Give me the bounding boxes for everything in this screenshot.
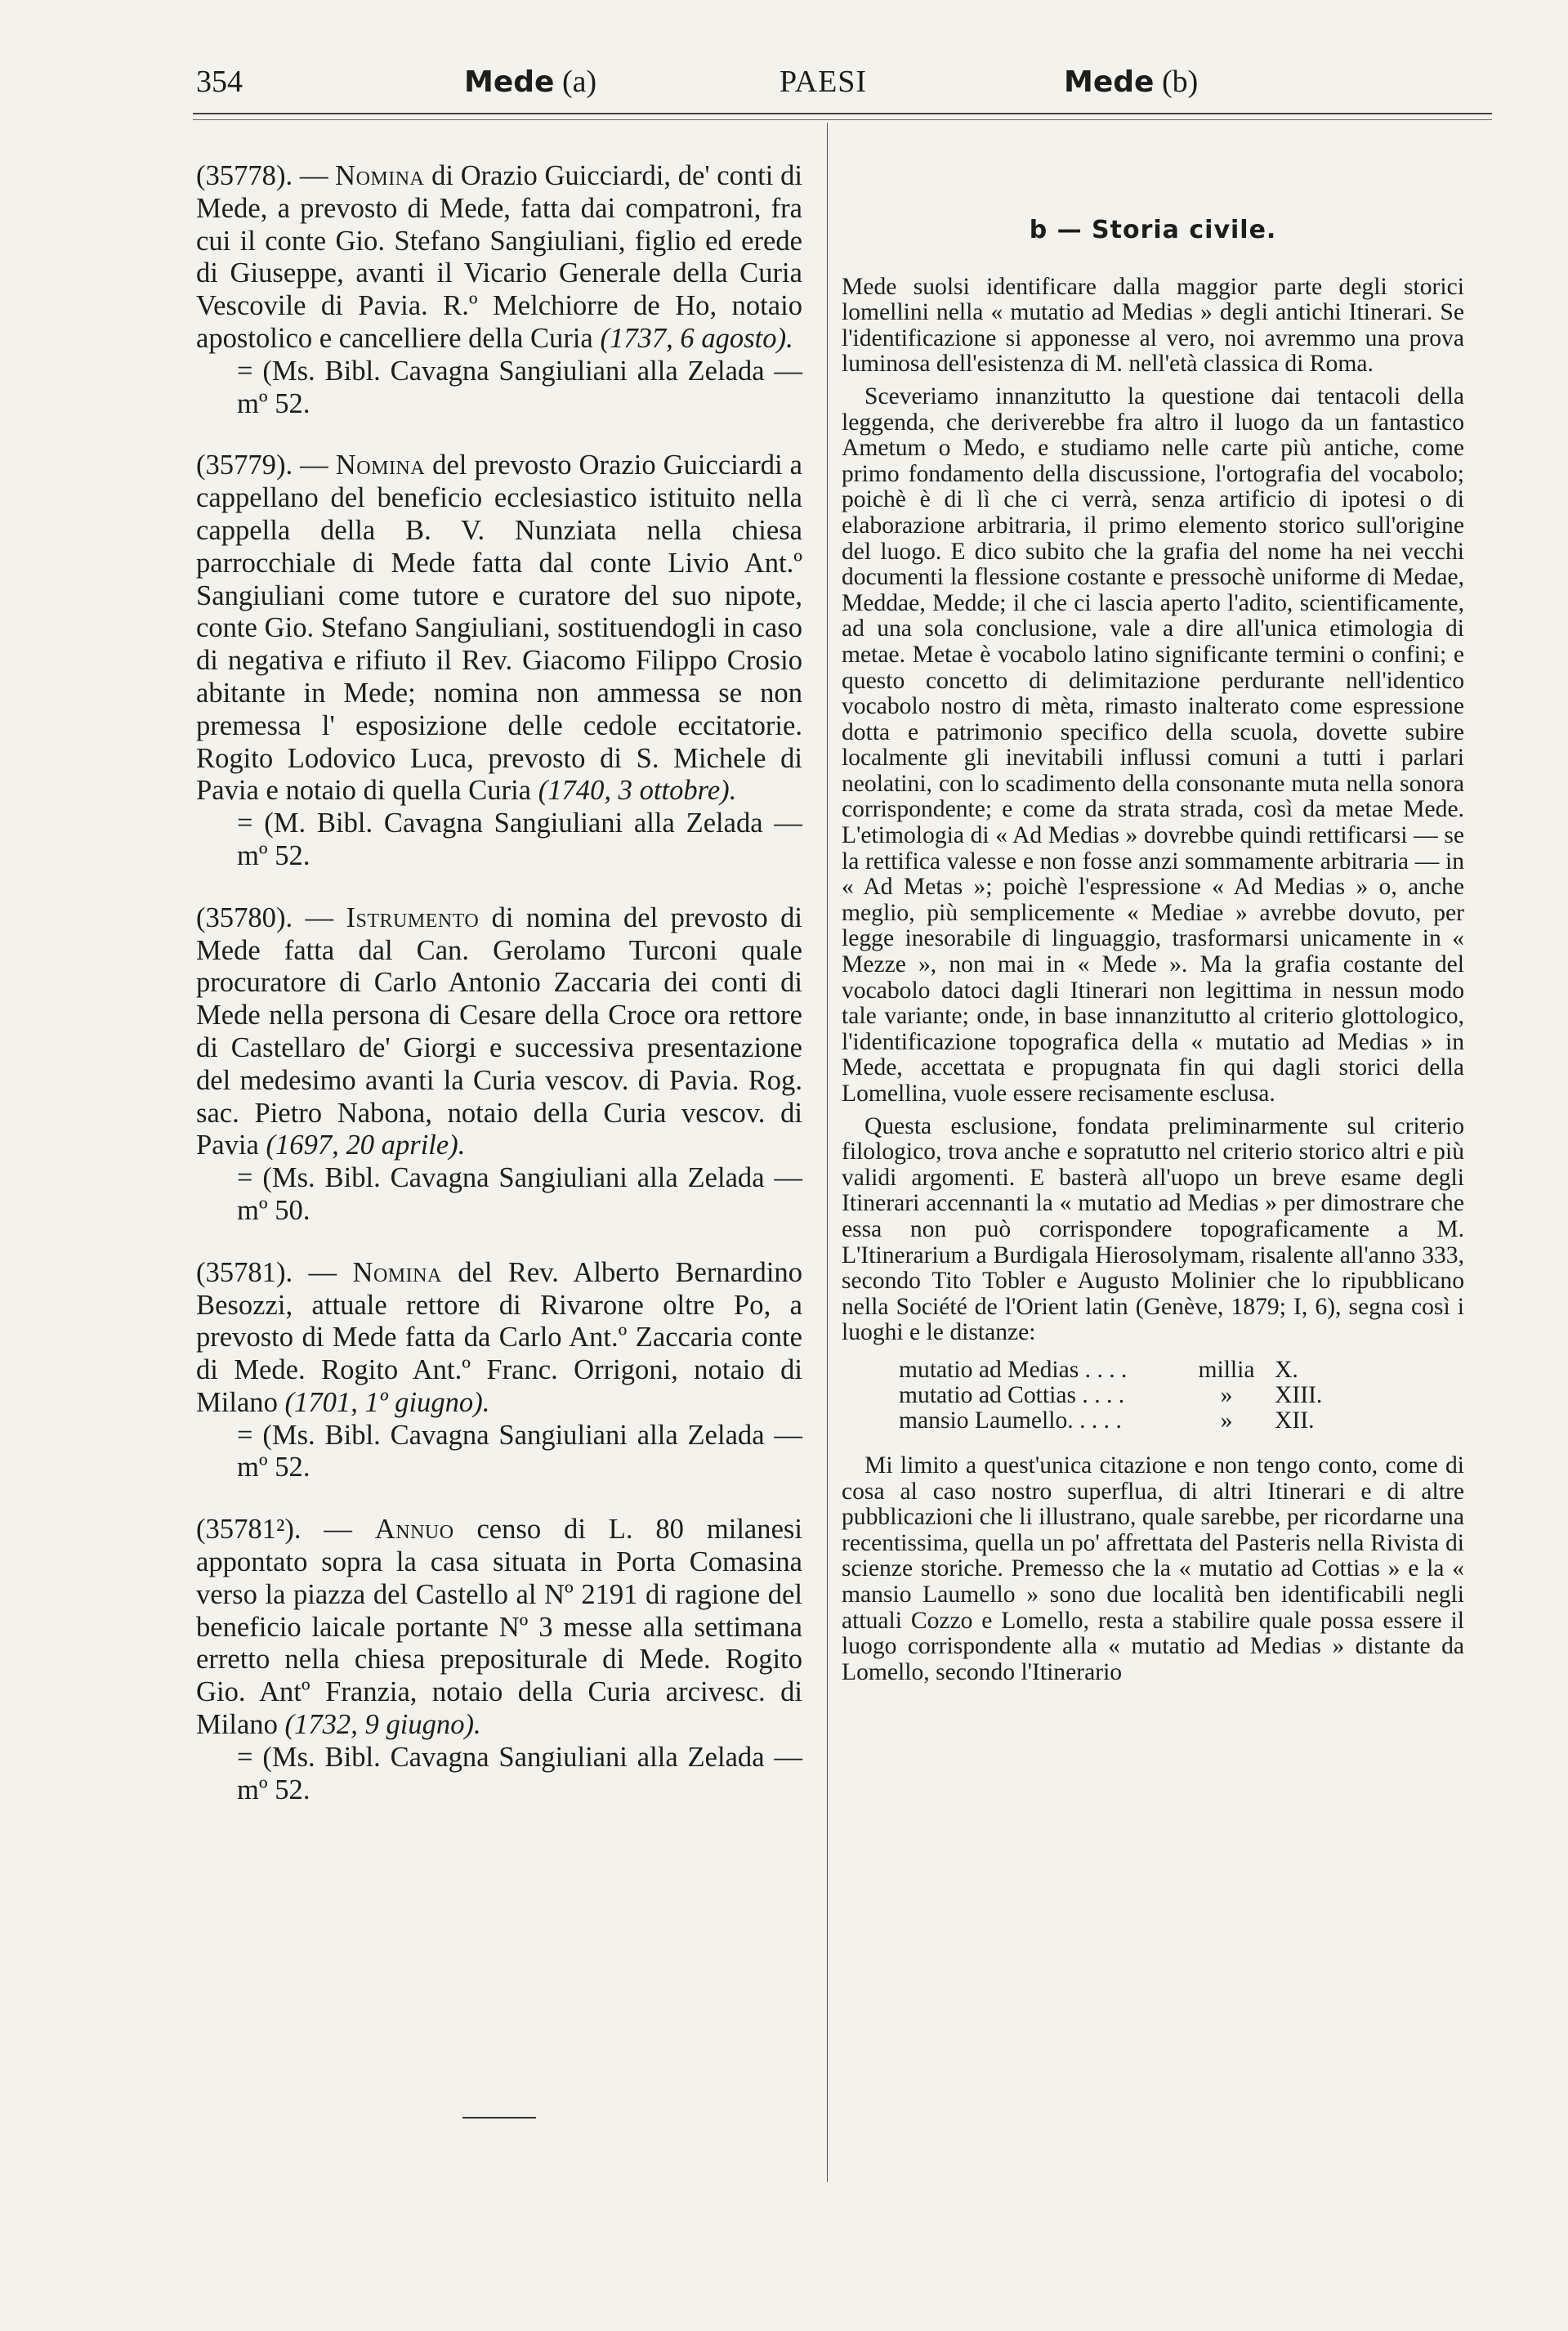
entry-text: di Orazio Guicciardi, de' conti di Mede, a prevosto di Mede, fatta dai compatroni, fra cui il conte Gio. Stefano Sangiuliani, figlio ed erede di Giuseppe, avanti il Vicario Generale della Curia Vescovile di Pavia. R.º Melchiorre de Ho, notaio apostolico e cancelliere della Curia <box>196 160 803 354</box>
distance-unit: » <box>1220 1381 1233 1408</box>
header-right-title <box>1064 57 1198 107</box>
distance-place: mutatio ad Medias . . . . <box>899 1357 1128 1383</box>
entry-date: (1737, 6 agosto). <box>600 322 793 354</box>
catalog-entry <box>196 450 802 872</box>
entry-number: (35781²). <box>196 1514 302 1546</box>
entry-keyword: Annuo <box>374 1514 454 1546</box>
entry-number: (35781). <box>196 1256 293 1288</box>
entry-number: (35779). <box>196 450 293 481</box>
entry-body: (35779). — Nomina del prevosto Orazio Guicciardi a cappellano del beneficio ecclesiastico istituito nella cappella della B. V. Nunziata nella chiesa parrocchiale di Mede fatta dal conte Livio Ant.º Sangiuliani come tutore e curatore del suo nipote, conte Gio. Stefano Sangiuliani, sostituendogli in caso di negativa e rifiuto il Rev. Giacomo Filippo Crosio abitante in Mede; nomina non ammessa se non premessa l' esposizione delle cedole eccitatorie. Rogito Lodovico Luca, prevosto di S. Michele di Pavia e notaio di quella Curia (1740, 3 ottobre). <box>196 450 802 807</box>
entry-text: censo di L. 80 milanesi appontato sopra la casa situata in Porta Comasina verso la piazza del Castello al Nº 2191 di ragione del beneficio laicale portante Nº 3 messe alla settimana erretto nella chiesa prepositurale di Mede. Rogito Gio. Antº Franzia, notaio della Curia arcivesc. di Milano <box>196 1514 802 1741</box>
entry-body: (35781). — Nomina del Rev. Alberto Bernardino Besozzi, attuale rettore di Rivarone oltre Po, a prevosto di Mede fatta da Carlo Ant.º Zaccaria conte di Mede. Rogito Ant.º Franc. Orrigoni, notaio di Milano (1701, 1º giugno). <box>196 1256 803 1418</box>
column-divider <box>827 123 828 2182</box>
entry-body: (35781²). — Annuo censo di L. 80 milanesi appontato sopra la casa situata in Porta Comasina verso la piazza del Castello al Nº 2191 di ragione del beneficio laicale portante Nº 3 messe alla settimana erretto nella chiesa prepositurale di Mede. Rogito Gio. Antº Franzia, notaio della Curia arcivesc. di Milano (1732, 9 giugno). <box>196 1514 802 1741</box>
entry-source: = (Ms. Bibl. Cavagna Sangiuliani alla Zelada — mº 52. <box>237 1741 802 1805</box>
catalog-entry <box>196 902 802 1228</box>
entry-number: (35778). <box>196 160 293 191</box>
header-left-title <box>464 57 596 107</box>
header-rule-thin <box>193 119 1492 120</box>
header-rule-thick <box>193 113 1492 114</box>
right-column <box>842 217 1464 1692</box>
entry-date: (1740, 3 ottobre). <box>538 775 737 807</box>
entry-source: = (Ms. Bibl. Cavagna Sangiuliani alla Zelada — mº 52. <box>237 1419 802 1483</box>
entry-number: (35780). <box>196 902 293 933</box>
paragraph: Mi limito a quest'unica citazione e non tengo conto, come di cosa al caso nostro superflua, di altri Itinerari e di altre pubblicazioni che li illustrano, quale sarebbe, per ricordarne una recentissima, quella un po' affrettata del Pasteris nella Rivista di scienze storiche. Premesso che la « mutatio ad Cottias » e la « mansio Laumello » sono due località ben identificabili negli attuali Cozzo e Lomello, resta a stabilire quale possa essere il luogo corrispondente alla « mutatio ad Medias » distante da Lomello, secondo l'Itinerario <box>842 1452 1464 1685</box>
catalog-entry <box>196 160 802 420</box>
entry-date: (1701, 1º giugno). <box>284 1386 490 1418</box>
paragraph: Questa esclusione, fondata preliminarmente sul criterio filologico, trova anche e sopratutto nel criterio storico altri e più validi argomenti. E basterà all'uopo un breve esame degli Itinerari accennanti la « mutatio ad Medias » per dimostrare che essa non può corrispondere topograficamente a M. L'Itinerarium a Burdigala Hierosolymam, risalente all'anno 333, secondo Tito Tobler e Augusto Molinier che lo ripubblicano nella Société de l'Orient latin (Genève, 1879; I, 6), segna così i luoghi e le distanze: <box>842 1112 1464 1346</box>
entry-date: (1732, 9 giugno). <box>284 1709 481 1741</box>
entry-body: (35778). — Nomina di Orazio Guicciardi, de' conti di Mede, a prevosto di Mede, fatta dai compatroni, fra cui il conte Gio. Stefano Sangiuliani, figlio ed erede di Giuseppe, avanti il Vicario Generale della Curia Vescovile di Pavia. R.º Melchiorre de Ho, notaio apostolico e cancelliere della Curia (1737, 6 agosto). <box>196 160 803 354</box>
left-column <box>196 160 802 1836</box>
catalog-entry <box>196 1514 802 1806</box>
header-left-name: Mede <box>464 65 555 99</box>
distance-value: X. <box>1275 1356 1298 1383</box>
catalog-entry <box>196 1257 802 1485</box>
entry-date: (1697, 20 aprile). <box>266 1130 466 1161</box>
entry-text: di nomina del prevosto di Mede fatta dal Can. Gerolamo Turconi quale procuratore di Carlo Antonio Zaccaria dei conti di Mede nella persona di Cesare della Croce ora rettore di Castellaro de' Giorgi e successiva presentazione del medesimo avanti la Curia vescov. di Pavia. Rog. sac. Pietro Nabona, notaio della Curia vescov. di Pavia <box>196 902 802 1161</box>
distance-row <box>899 1383 1464 1408</box>
distance-place: mansio Laumello. . . . . <box>899 1407 1122 1434</box>
section-title: b — Storia civile. <box>1029 216 1277 244</box>
running-header <box>196 57 1438 106</box>
entry-body: (35780). — Istrumento di nomina del prevosto di Mede fatta dal Can. Gerolamo Turconi quale procuratore di Carlo Antonio Zaccaria dei conti di Mede nella persona di Cesare della Croce ora rettore di Castellaro de' Giorgi e successiva presentazione del medesimo avanti la Curia vescov. di Pavia. Rog. sac. Pietro Nabona, notaio della Curia vescov. di Pavia (1697, 20 aprile). <box>196 902 802 1161</box>
entry-text: del prevosto Orazio Guicciardi a cappellano del beneficio ecclesiastico istituito nella cappella della B. V. Nunziata nella chiesa parrocchiale di Mede fatta dal conte Livio Ant.º Sangiuliani come tutore e curatore del suo nipote, conte Gio. Stefano Sangiuliani, sostituendogli in caso di negativa e rifiuto il Rev. Giacomo Filippo Crosio abitante in Mede; nomina non ammessa se non premessa l' esposizione delle cedole eccitatorie. Rogito Lodovico Luca, prevosto di S. Michele di Pavia e notaio di quella Curia <box>196 450 802 807</box>
distance-place: mutatio ad Cottias . . . . <box>899 1382 1125 1408</box>
paragraph: Sceveriamo innanzitutto la questione dai tentacoli della leggenda, che deriverebbe fra altro il luogo da un fantastico Ametum o Medo, e studiamo nelle carte più antiche, come primo fondamento della discussione, l'ortografia del vocabolo; poichè è di lì che ci verrà, senza artificio di ipotesi o di elaborazione arbitraria, il primo elemento storico sull'origine del luogo. E dico subito che la grafia del nome ha nei vecchi documenti la flessione costante e pressochè uniforme di Medae, Meddae, Medde; il che ci lascia aperto l'adito, scientificamente, ad una sola conclusione, vale a dire all'unica etimologia di metae. Metae è vocabolo latino significante termini o confini; e questo concetto di delimitazione perdurante nell'identico vocabolo nostro di mèta, rimasto inalterato come espressione dotta e patrimonio specifico della scuola, dovette subire localmente gli inevitabili influssi comuni a tutti i parlari neolatini, con lo scadimento della consonante muta nella sonora corrispondente; e come da strata strada, così da metae Mede. L'etimologia di « Ad Medias » dovrebbe quindi rettificarsi — se la rettifica valesse e non fosse anzi sommamente arbitraria — in « Ad Metas »; poichè l'espressione « Ad Medias » o, anche meglio, più semplicemente « Mediae » avrebbe dovuto, per legge inesorabile di linguaggio, trasformarsi unicamente in « Mezze », non mai in « Mede ». Ma la grafia costante del vocabolo datoci dagli Itinerari non legittima in nessun modo tale variante; onde, in base innanzitutto al criterio glottologico, l'identificazione topografica della « mutatio ad Medias » in Mede, accettata e propugnata fin qui dagli storici della Lomellina, vuole essere recisamente esclusa. <box>842 383 1464 1107</box>
entry-keyword: Nomina <box>352 1256 442 1288</box>
header-right-name: Mede <box>1064 65 1155 99</box>
entry-keyword: Istrumento <box>346 902 480 933</box>
paragraph: Mede suolsi identificare dalla maggior parte degli storici lomellini nella « mutatio ad Medias » degli antichi Itinerari. Se l'identificazione si apponesse al vero, noi avremmo una prova luminosa dell'esistenza di M. nell'età classica di Roma. <box>842 273 1464 378</box>
entry-source: = (Ms. Bibl. Cavagna Sangiuliani alla Zelada — mº 52. <box>237 355 802 419</box>
distance-table <box>899 1358 1464 1434</box>
distance-row <box>899 1358 1464 1383</box>
distance-value: XIII. <box>1275 1381 1323 1408</box>
distance-value: XII. <box>1275 1407 1315 1434</box>
header-right-suffix: (b) <box>1161 65 1199 99</box>
entry-text: del Rev. Alberto Bernardino Besozzi, attuale rettore di Rivarone oltre Po, a prevosto di Mede fatta da Carlo Ant.º Zaccaria conte di Mede. Rogito Ant.º Franc. Orrigoni, notaio di Milano <box>196 1256 803 1418</box>
distance-unit: millia <box>1198 1356 1255 1383</box>
entry-source: = (Ms. Bibl. Cavagna Sangiuliani alla Zelada — mº 50. <box>237 1162 802 1226</box>
distance-unit: » <box>1220 1407 1233 1434</box>
entry-keyword: Nomina <box>335 450 426 481</box>
end-rule <box>462 2117 536 2118</box>
entry-source: = (M. Bibl. Cavagna Sangiuliani alla Zelada — mº 52. <box>237 808 802 871</box>
page-number: 354 <box>196 65 243 99</box>
header-left-suffix: (a) <box>561 65 597 99</box>
header-center-title: PAESI <box>780 65 868 99</box>
entry-keyword: Nomina <box>335 160 425 191</box>
distance-row <box>899 1408 1464 1434</box>
